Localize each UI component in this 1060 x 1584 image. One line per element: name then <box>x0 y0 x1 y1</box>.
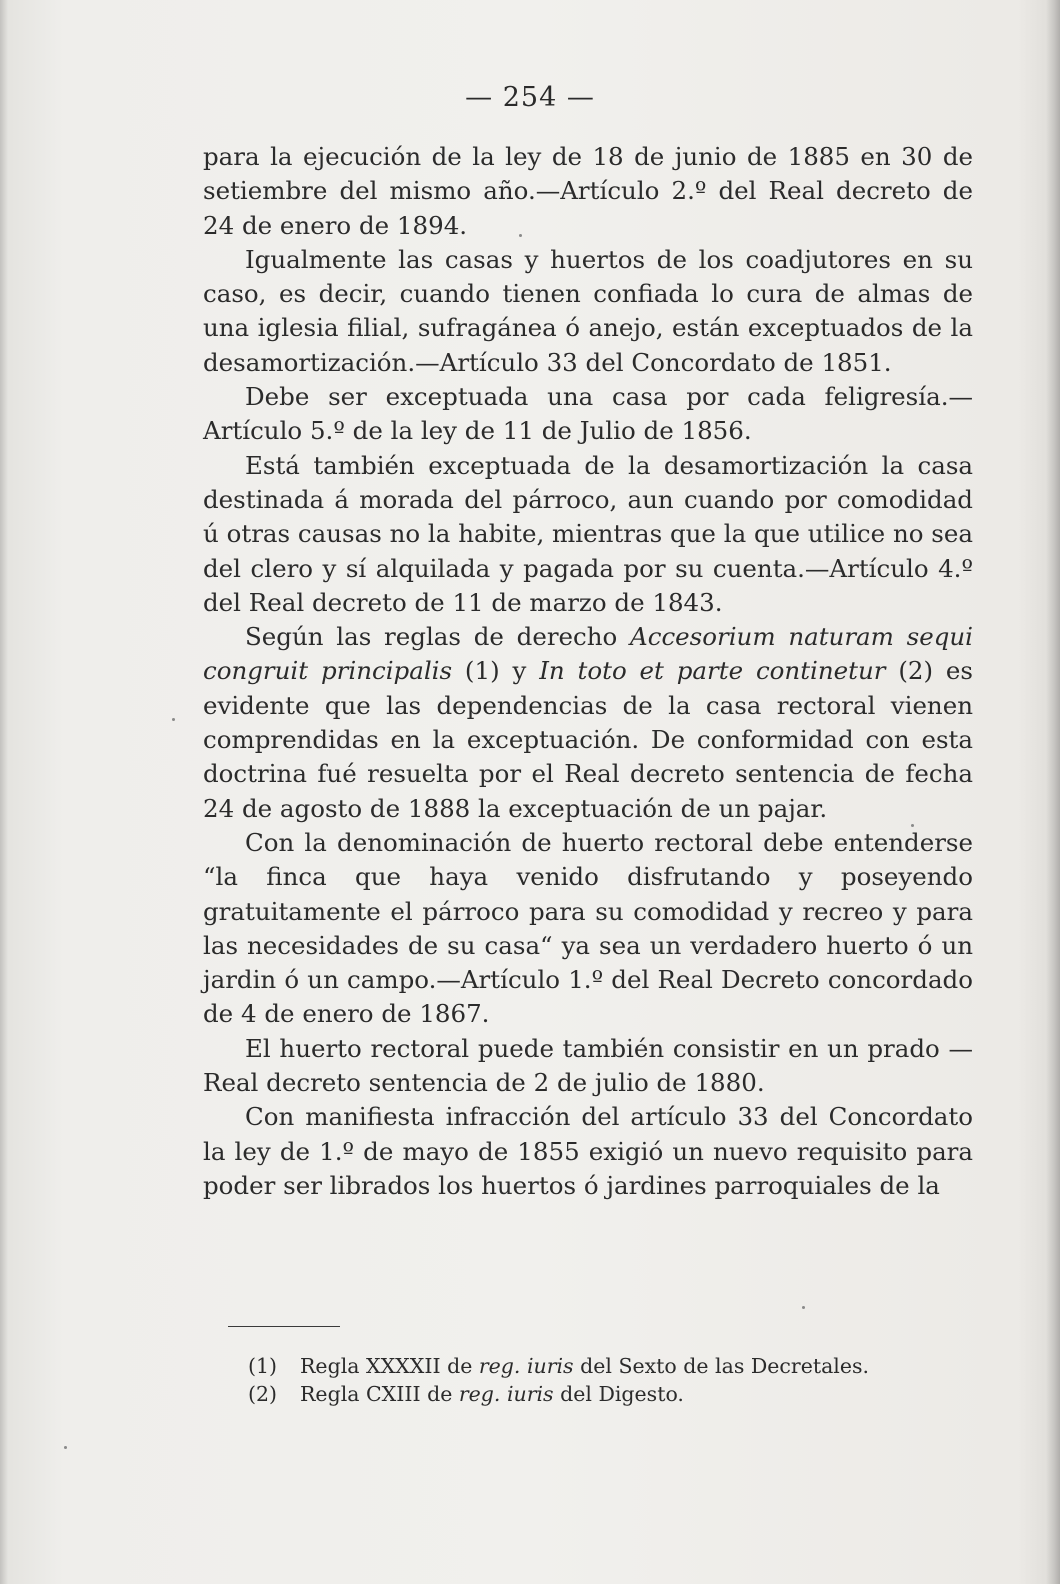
page-number: — 254 — <box>465 82 595 113</box>
paragraph-text: (2) es evidente que las dependencias de la casa rectoral vienen comprendidas en la exceptuación. De conformidad con esta doctrina fué resuelta por el Real decreto sentencia de fecha 24 de agosto de 1888 la exceptuación de un pajar. <box>203 656 973 823</box>
footnote-text: Regla CXIII de <box>300 1382 459 1406</box>
latin-phrase: In toto et parte continetur <box>539 656 886 686</box>
paragraph <box>203 380 973 449</box>
footnote-text: reg. iuris <box>478 1354 574 1378</box>
footnote-text: Regla XXXXII de <box>300 1354 479 1378</box>
footnote-separator <box>228 1326 340 1327</box>
paragraph-text: Igualmente las casas y huertos de los coadjutores en su caso, es decir, cuando tienen confiada lo cura de almas de una iglesia filial, sufragánea ó anejo, están exceptuados de la desamortización.—Artículo 33 del Concordato de 1851. <box>203 244 973 377</box>
paragraph <box>203 449 973 620</box>
footnote <box>248 1352 948 1380</box>
print-speck <box>911 824 914 827</box>
paragraph-text: Debe ser exceptuada una casa por cada feligresía.—Artículo 5.º de la ley de 11 de Julio de 1856. <box>203 382 973 446</box>
latin-phrase: Accesorium naturam sequi congruit principalis <box>203 622 973 686</box>
paragraph <box>203 620 973 826</box>
footnote-text: reg. iuris <box>458 1382 554 1406</box>
paragraph-text: El huerto rectoral puede también consistir en un prado —Real decreto sentencia de 2 de julio de 1880. <box>203 1033 973 1098</box>
footnotes <box>248 1352 948 1408</box>
footnote-marker: (2) <box>248 1382 278 1406</box>
body-text <box>203 140 973 1203</box>
paragraph-text: Con manifiesta infracción del artículo 33 del Concordato la ley de 1.º de mayo de 1855 exigió un nuevo requisito para poder ser librados los huertos ó jardines parroquiales de la <box>203 1102 973 1200</box>
footnote <box>248 1380 948 1408</box>
paragraph-text: Según las reglas de derecho <box>245 622 631 652</box>
paragraph <box>203 243 973 380</box>
paragraph-text: para la ejecución de la ley de 18 de junio de 1885 en 30 de setiembre del mismo año.—Artículo 2.º del Real decreto de 24 de enero de 1894. <box>203 142 973 240</box>
paragraph <box>203 1100 973 1203</box>
paragraph <box>203 1032 973 1101</box>
print-speck <box>172 718 175 721</box>
paragraph <box>203 826 973 1032</box>
print-speck <box>519 234 522 237</box>
paragraph-text: (1) y <box>452 656 540 686</box>
paragraph <box>203 140 973 243</box>
page-right-edge-shadow <box>1046 0 1060 1584</box>
footnote-text: del Sexto de las Decretales. <box>573 1354 870 1378</box>
paragraph-text: Con la denominación de huerto rectoral debe entenderse “la finca que haya venido disfrutando y poseyendo gratuitamente el párroco para su comodidad y recreo y para las necesidades de su casa“ ya sea un verdadero huerto ó un jardin ó un campo.—Artículo 1.º del Real Decreto concordado de 4 de enero de 1867. <box>203 827 973 1029</box>
page-left-edge-shadow <box>0 0 8 1584</box>
footnote-text: del Digesto. <box>553 1382 684 1406</box>
print-speck <box>802 1306 805 1309</box>
print-speck <box>64 1446 67 1449</box>
footnote-marker: (1) <box>248 1354 278 1378</box>
paragraph-text: Está también exceptuada de la desamortización la casa destinada á morada del párroco, aun cuando por comodidad ú otras causas no la habite, mientras que la que utilice no sea del clero y sí alquilada y pagada por su cuenta.—Artículo 4.º del Real decreto de 11 de marzo de 1843. <box>203 450 973 617</box>
